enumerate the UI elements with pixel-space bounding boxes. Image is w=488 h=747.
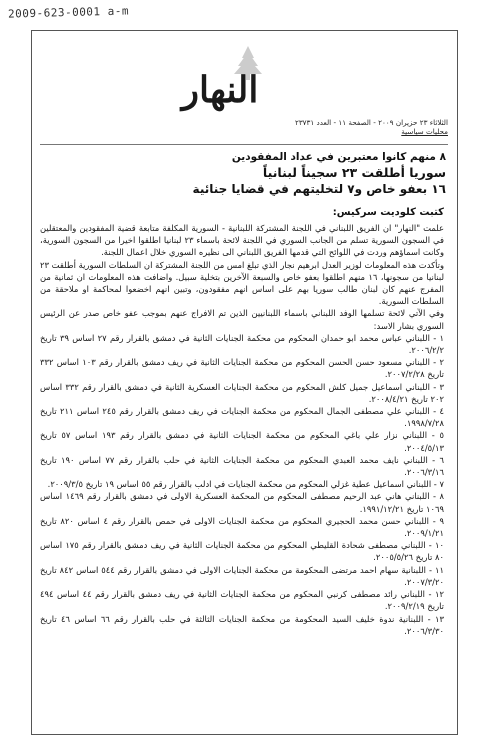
- headline-main: سوريا أطلقت ٢٣ سجيناً لبنانياً: [262, 165, 446, 180]
- article-body: [40, 222, 444, 637]
- list-item: ٤ - اللبناني علي مصطفى الجمال المحكوم من محكمة الجنايات في ريف دمشق بالقرار رقم ٢٤٥ اساس ٢١١ تاريخ ١٩٩٨/٧/٢٨.: [40, 406, 445, 429]
- list-item: ١٣ - اللبنانية ندوة خليف السيد المحكومة من محكمة الجنايات الثالثة في حلب بالقرار رقم ٦٦ اساس ٤٦ تاريخ ٢٠٠٦/٣/٣٠.: [40, 613, 445, 636]
- list-item: ٢ - اللبناني مسعود حسن الحسن المحكوم من محكمة الجنايات الثانية في ريف دمشق بالقرار رقم ١٠٣ اساس ٣٣٢ تاريخ ٢٠٠٧/٢/٢٨.: [40, 357, 444, 380]
- section-label: محليات سياسية: [401, 127, 448, 136]
- paragraph: وتأكدت هذه المعلومات لوزير العدل ابرهيم نجار الذي تبلغ امس من اللجنة المشتركة ان السلطات السورية أطلقت ٢٣ لبنانيا من سجونها، ١٦ منهم اطلقوا بعفو خاص والسبعة الآخرين بتخلية سبيل. واضافت هذه المعلومات ان ثمانية من المفرج عنهم كان لبنان طالب سوريا بهم على اساس انهم مفقودون، وتبين انهم اخضعوا لمحاكمة او ملاحقة من السلطات السورية.: [40, 259, 444, 307]
- paragraph: علمت "النهار" ان الفريق اللبناني في اللجنة المشتركة اللبنانية - السورية المكلفة متابعة قضية المفقودين والمعتقلين في السجون السورية تسلم من الجانب السوري في اللجنة لائحة باسماء ٢٣ لبنانيا اطلقوا اخيرا من السجون السورية، وكانت اسماؤهم وردت في اللوائح التي قدمها الفريق اللبناني الى نظيره السوري خلال اعمال اللجنة.: [40, 223, 445, 258]
- list-item: ٧ - اللبناني اسماعيل عطية غزلي المحكوم من محكمة الجنايات في ادلب بالقرار رقم ٥٥ اساس ١٩ تاريخ ٢٠٠٩/٣/٥.: [47, 479, 444, 490]
- list-item: ٥ - اللبناني نزار علي باغي المحكوم من محكمة الجنايات الثانية في دمشق بالقرار رقم ١٩٣ اساس ٥٧ تاريخ ٢٠٠٤/٥/١٣.: [40, 430, 444, 453]
- masthead-title: النهار: [181, 69, 259, 111]
- list-item: ٨ - اللبناني هاني عبد الرحيم مصطفى المحكوم من المحكمة العسكرية الاولى في دمشق بالقرار رقم ١٤٦٩ اساس ١٠٦٩ تاريخ ١٩٩١/١٢/٢١.: [40, 491, 444, 514]
- headline-kicker: ٨ منهم كانوا معتبرين في عداد المفقودين: [231, 151, 446, 163]
- issue-meta: [108, 118, 448, 136]
- list-item: ٩ - اللبناني حسن محمد الحجيري المحكوم من محكمة الجنايات الاولى في حمص بالقرار رقم ٤ اساس ٨٢٠ تاريخ ٢٠٠٩/١/٢١.: [40, 515, 444, 539]
- byline: كتبت كلوديت سركيس:: [332, 207, 444, 218]
- list-item: ٣ - اللبناني اسماعيل جميل كلش المحكوم من محكمة الجنايات العسكرية الثانية في دمشق بالقرار رقم ٣٣٢ اساس ٢٠٢ تاريخ ٢٠٠٨/٤/٢١.: [40, 381, 444, 404]
- list-item: ١٢ - اللبناني رائد مصطفى كرنبي المحكوم من محكمة الجنايات الثانية في ريف دمشق بالقرار رقم ٤٤ اساس ٤٩٤ تاريخ ٢٠٠٩/٢/١٩.: [40, 589, 444, 612]
- list-item: ٦ - اللبناني نايف محمد العبدي المحكوم من محكمة الجنايات الثانية في حلب بالقرار رقم ٧٧ اساس ١٩٠ تاريخ ٢٠٠٦/٣/١٦.: [40, 454, 444, 478]
- newspaper-masthead-logo: [150, 40, 290, 120]
- list-item: ١٠ - اللبناني مصطفى شحادة القليطي المحكوم من محكمة الجنايات الثانية في ريف دمشق بالقرار رقم ١٧٥ اساس ٨٠ تاريخ ٢٠٠٥/٥/٢٦.: [40, 540, 444, 563]
- issue-date-line: الثلاثاء ٢٣ حزيران ٢٠٠٩ - الصفحة ١١ - العدد ٢٣٧٣١: [294, 118, 448, 127]
- divider: [40, 144, 448, 145]
- paragraph: وفي الآتي لائحة تسلمها الوفد اللبناني باسماء اللبنانيين الذين تم الافراج عنهم بموجب عفو خاص صدر عن الرئيس السوري بشار الاسد:: [40, 308, 444, 331]
- archive-stamp: 2009-623-0001 a-m: [7, 4, 130, 21]
- list-item: ١١ - اللبنانية سهام احمد مرتضى المحكومة من محكمة الجنايات الاولى في دمشق بالقرار رقم ٥٤٤ اساس ٨٤٢ تاريخ ٢٠٠٧/٣/٢٠.: [40, 564, 444, 587]
- headline-sub: ١٦ بعفو خاص و٧ لتخليتهم في قضايا جنائية: [192, 182, 446, 196]
- list-item: ١ - اللبناني عباس محمد ابو حمدان المحكوم من محكمة الجنايات الثانية في دمشق بالقرار رقم ٢٧ اساس ٣٩ تاريخ ٢٠٠٦/٢/٢.: [40, 332, 444, 356]
